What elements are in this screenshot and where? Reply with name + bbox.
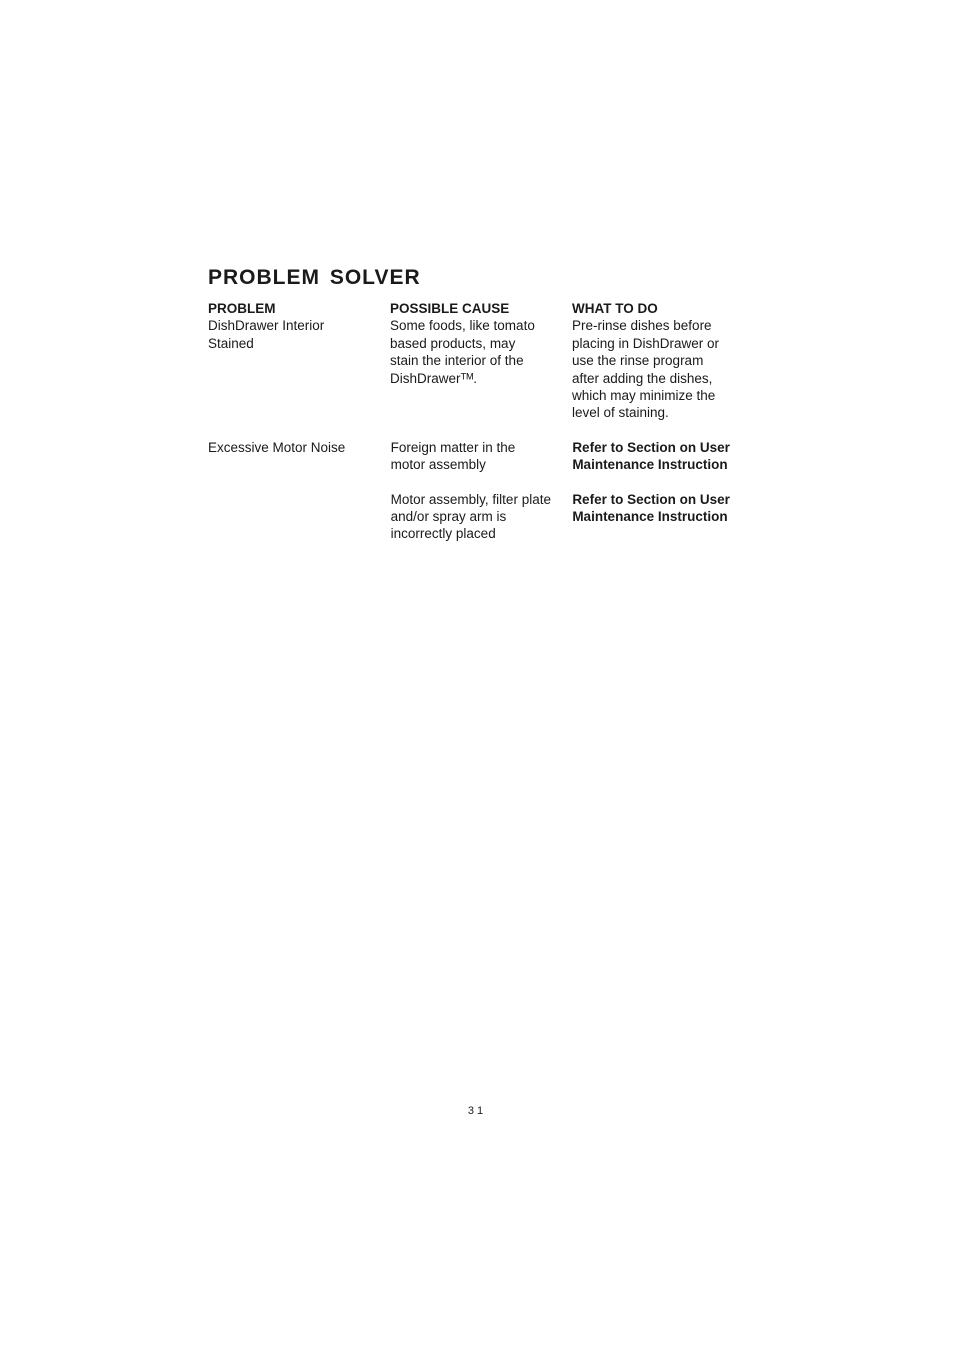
column-header-problem: PROBLEM xyxy=(208,301,276,316)
problem-cell: Excessive Motor Noise xyxy=(208,439,346,455)
cause-cell: Some foods, like tomato based products, may stain the interior of the DishDrawerᵀᴹ. xyxy=(390,318,535,386)
page-number: 31 xyxy=(467,1105,487,1117)
table-row xyxy=(208,491,748,543)
what-to-do-cell: Refer to Section on User Maintenance Instruction xyxy=(572,439,730,473)
what-to-do-cell: Refer to Section on User Maintenance Instruction xyxy=(572,491,730,525)
problem-solver-table xyxy=(208,300,748,543)
cause-cell: Foreign matter in the motor assembly xyxy=(390,439,516,473)
column-header-cause: POSSIBLE CAUSE xyxy=(390,301,510,316)
what-to-do-cell: Pre-rinse dishes before placing in DishDrawer or use the rinse program after adding the dishes, which may minimize the level of staining. xyxy=(572,318,720,421)
table-header-row xyxy=(208,300,748,317)
table-row xyxy=(208,317,748,421)
table-row xyxy=(208,439,748,474)
column-header-what-to-do: WHAT TO DO xyxy=(572,301,658,316)
page-title: PROBLEM SOLVER xyxy=(208,266,421,289)
cause-cell: Motor assembly, filter plate and/or spray arm is incorrectly placed xyxy=(390,491,551,542)
problem-cell: DishDrawer Interior Stained xyxy=(208,318,325,351)
